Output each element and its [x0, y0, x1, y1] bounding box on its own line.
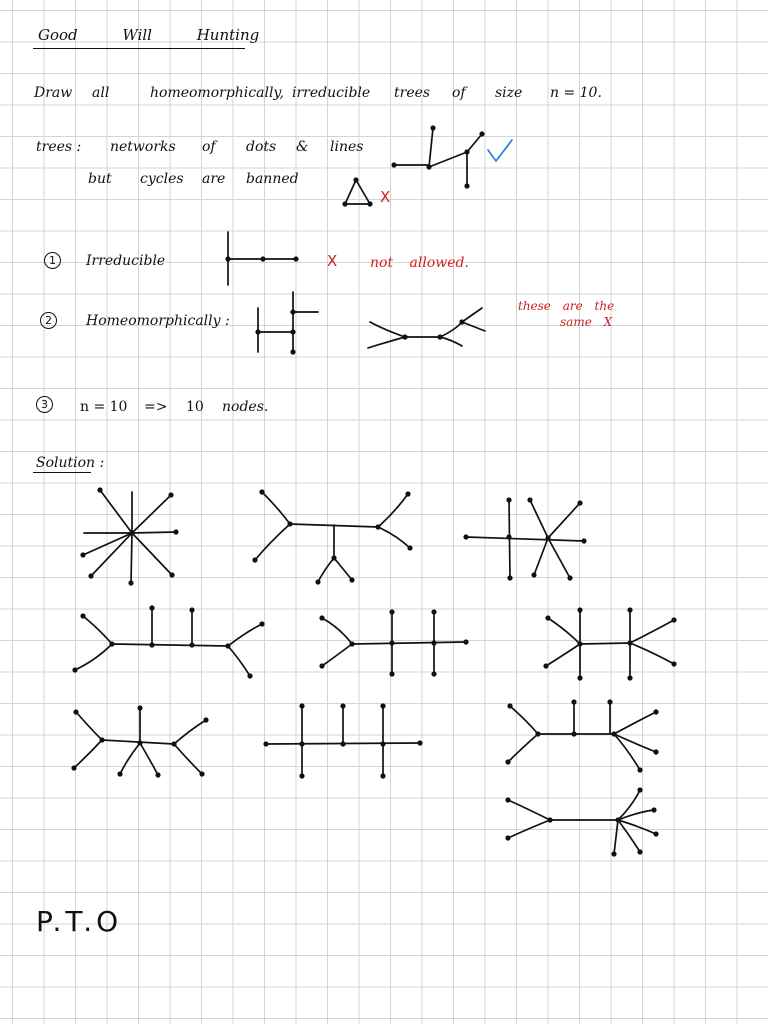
def-are: are: [202, 171, 226, 187]
task-all: all: [92, 85, 110, 101]
solution-tree-10: [505, 787, 658, 856]
def-trees: trees :: [36, 139, 82, 155]
check-mark: [488, 140, 512, 161]
solution-tree-8: [263, 703, 422, 778]
solution-tree-2: [252, 489, 412, 584]
task-draw: Draw: [34, 85, 73, 101]
irreducible-example: [225, 232, 298, 285]
cycle-triangle: [342, 177, 372, 206]
rule-1-label: Irreducible: [86, 253, 166, 269]
rule-1-note: not allowed.: [370, 255, 469, 271]
homeomorphic-example-a: [255, 292, 318, 355]
solution-tree-9: [505, 699, 658, 772]
solution-tree-6: [543, 607, 676, 680]
rule-3-unit: nodes.: [222, 399, 269, 415]
rule-1-number: 1: [44, 252, 61, 269]
solution-tree-3: [463, 497, 586, 580]
rule-3-n: n = 10: [80, 399, 128, 415]
page-title: Good Will Hunting: [38, 26, 260, 44]
pto-footer: P.T.O: [36, 905, 123, 938]
task-size: size: [495, 85, 523, 101]
task-n: n = 10.: [550, 85, 602, 101]
rule-2-note-line2: same X: [560, 315, 613, 329]
def-cycles: cycles: [140, 171, 184, 187]
rule-3-count: 10: [186, 399, 204, 415]
solution-label: Solution :: [36, 455, 105, 471]
rule-2-label: Homeomorphically :: [86, 313, 230, 329]
task-homeomorphically: homeomorphically,: [150, 85, 284, 101]
def-banned: banned: [246, 171, 299, 187]
task-irreducible: irreducible: [292, 85, 371, 101]
homeomorphic-example-b: [368, 308, 485, 348]
task-of: of: [452, 85, 466, 101]
task-trees: trees: [394, 85, 431, 101]
def-and: &: [296, 139, 309, 155]
def-lines: lines: [330, 139, 364, 155]
solution-tree-4: [72, 605, 264, 678]
example-tree: [391, 125, 484, 188]
def-of: of: [202, 139, 216, 155]
rule-3-number: 3: [36, 396, 53, 413]
def-networks: networks: [110, 139, 176, 155]
solution-tree-7: [71, 705, 208, 777]
solution-tree-star: [80, 487, 178, 585]
def-dots: dots: [246, 139, 277, 155]
solution-tree-5: [319, 609, 468, 676]
def-but: but: [88, 171, 112, 187]
rule-1-cross-mark: X: [327, 252, 338, 270]
rule-2-number: 2: [40, 312, 57, 329]
rule-2-note-line1: these are the: [518, 299, 615, 313]
rule-3-arrow: =>: [144, 399, 168, 415]
cycle-cross-mark: X: [380, 188, 391, 206]
